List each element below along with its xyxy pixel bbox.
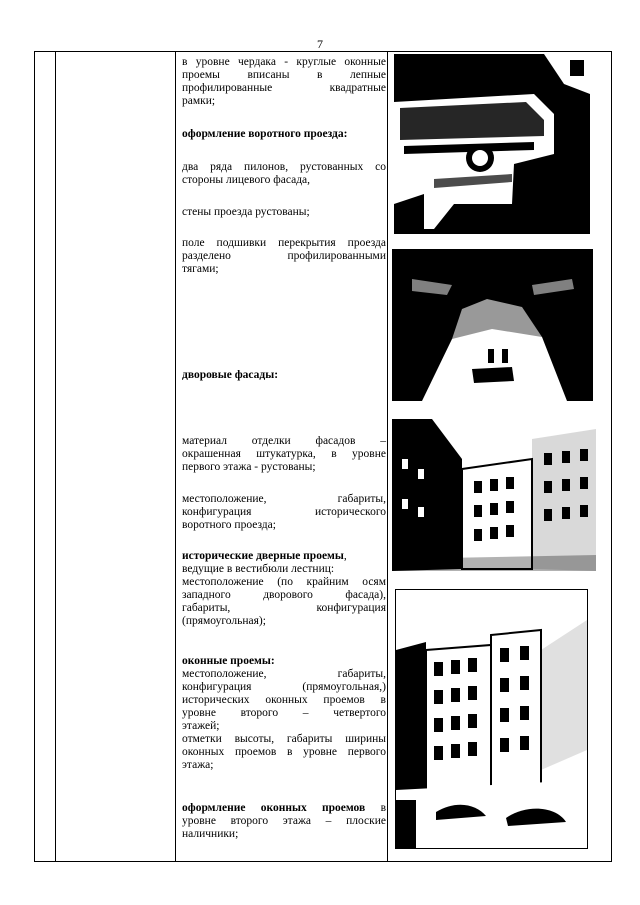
text-line: оконных проемов в уровне первого	[182, 746, 386, 758]
text-line: рамки;	[182, 95, 216, 107]
text-line: конфигурация исторического	[182, 506, 386, 518]
table-top-border	[34, 51, 612, 52]
table-border-left	[34, 51, 35, 862]
text-line: местоположение, габариты,	[182, 493, 386, 505]
window-openings-text	[182, 655, 386, 772]
courtyard-facade-illustration	[392, 419, 596, 571]
window-trim-heading-bold: оформление оконных проемов	[182, 802, 366, 814]
text-line: местоположение, габариты,	[182, 668, 386, 680]
courtyard-facades-heading: дворовые фасады:	[182, 369, 279, 381]
text-line: в уровне чердака - круглые оконные	[182, 56, 386, 68]
text-line: габариты, конфигурация	[182, 602, 386, 614]
page-number: 7	[317, 37, 323, 51]
text-line: проемы вписаны в лепные	[182, 69, 386, 81]
historic-doors-heading	[182, 550, 386, 563]
attic-window-illustration	[394, 54, 590, 234]
finish-material-text	[182, 435, 386, 474]
text-line: этажа;	[182, 759, 214, 771]
text-line: тягами;	[182, 263, 219, 275]
text-line: материал отделки фасадов –	[182, 435, 386, 447]
text-line: наличники;	[182, 828, 239, 840]
window-openings-heading: оконные проемы:	[182, 655, 275, 667]
gate-pylons-text	[182, 161, 386, 187]
table-column-divider	[387, 51, 388, 862]
window-trim-text	[182, 802, 386, 841]
table-column-divider	[175, 51, 176, 862]
doors-heading-suffix: ,	[343, 550, 347, 562]
historic-doors-text	[182, 550, 386, 628]
text-line: разделено профилированными	[182, 250, 386, 262]
text-line: первого этажа - рустованы;	[182, 461, 316, 473]
text-line: западного дворового фасада),	[182, 589, 386, 601]
courtyard-windows-photo	[395, 589, 588, 849]
courtyard-facade-photo	[392, 419, 596, 571]
text-line: конфигурация (прямоугольная,)	[182, 681, 386, 693]
table-column-divider	[55, 51, 56, 862]
attic-windows-text	[182, 56, 386, 108]
text-line: окрашенная штукатурка, в уровне	[182, 448, 386, 460]
text-line: два ряда пилонов, рустованных со	[182, 161, 386, 173]
gate-passage-photo	[392, 249, 593, 401]
gate-passage-heading: оформление воротного проезда:	[182, 128, 348, 140]
text-line: ведущие в вестибюли лестниц:	[182, 563, 335, 575]
gate-location-text	[182, 493, 386, 532]
gate-ceiling-text	[182, 237, 386, 276]
text-line: стороны лицевого фасада,	[182, 174, 311, 186]
text-line: местоположение (по крайним осям	[182, 576, 386, 588]
window-trim-suffix: в	[365, 802, 386, 814]
text-line: поле подшивки перекрытия проезда	[182, 237, 386, 249]
text-line: отметки высоты, габариты ширины	[182, 733, 386, 745]
gate-passage-illustration	[392, 249, 593, 401]
attic-window-photo	[394, 54, 590, 234]
window-trim-heading	[182, 802, 386, 815]
doors-heading-bold: исторические дверные проемы	[182, 550, 344, 562]
text-line: профилированные квадратные	[182, 82, 386, 94]
document-table	[34, 51, 612, 862]
text-line: (прямоугольная);	[182, 615, 266, 627]
text-line: этажей;	[182, 720, 220, 732]
table-border-right	[611, 51, 612, 862]
text-line: уровне второго этажа – плоские	[182, 815, 386, 827]
text-line: воротного проезда;	[182, 519, 276, 531]
gate-walls-text: стены проезда рустованы;	[182, 206, 310, 218]
text-line: уровне второго – четвертого	[182, 707, 386, 719]
table-bottom-border	[34, 861, 612, 862]
text-line: исторических оконных проемов в	[182, 694, 386, 706]
courtyard-windows-illustration	[396, 590, 587, 848]
